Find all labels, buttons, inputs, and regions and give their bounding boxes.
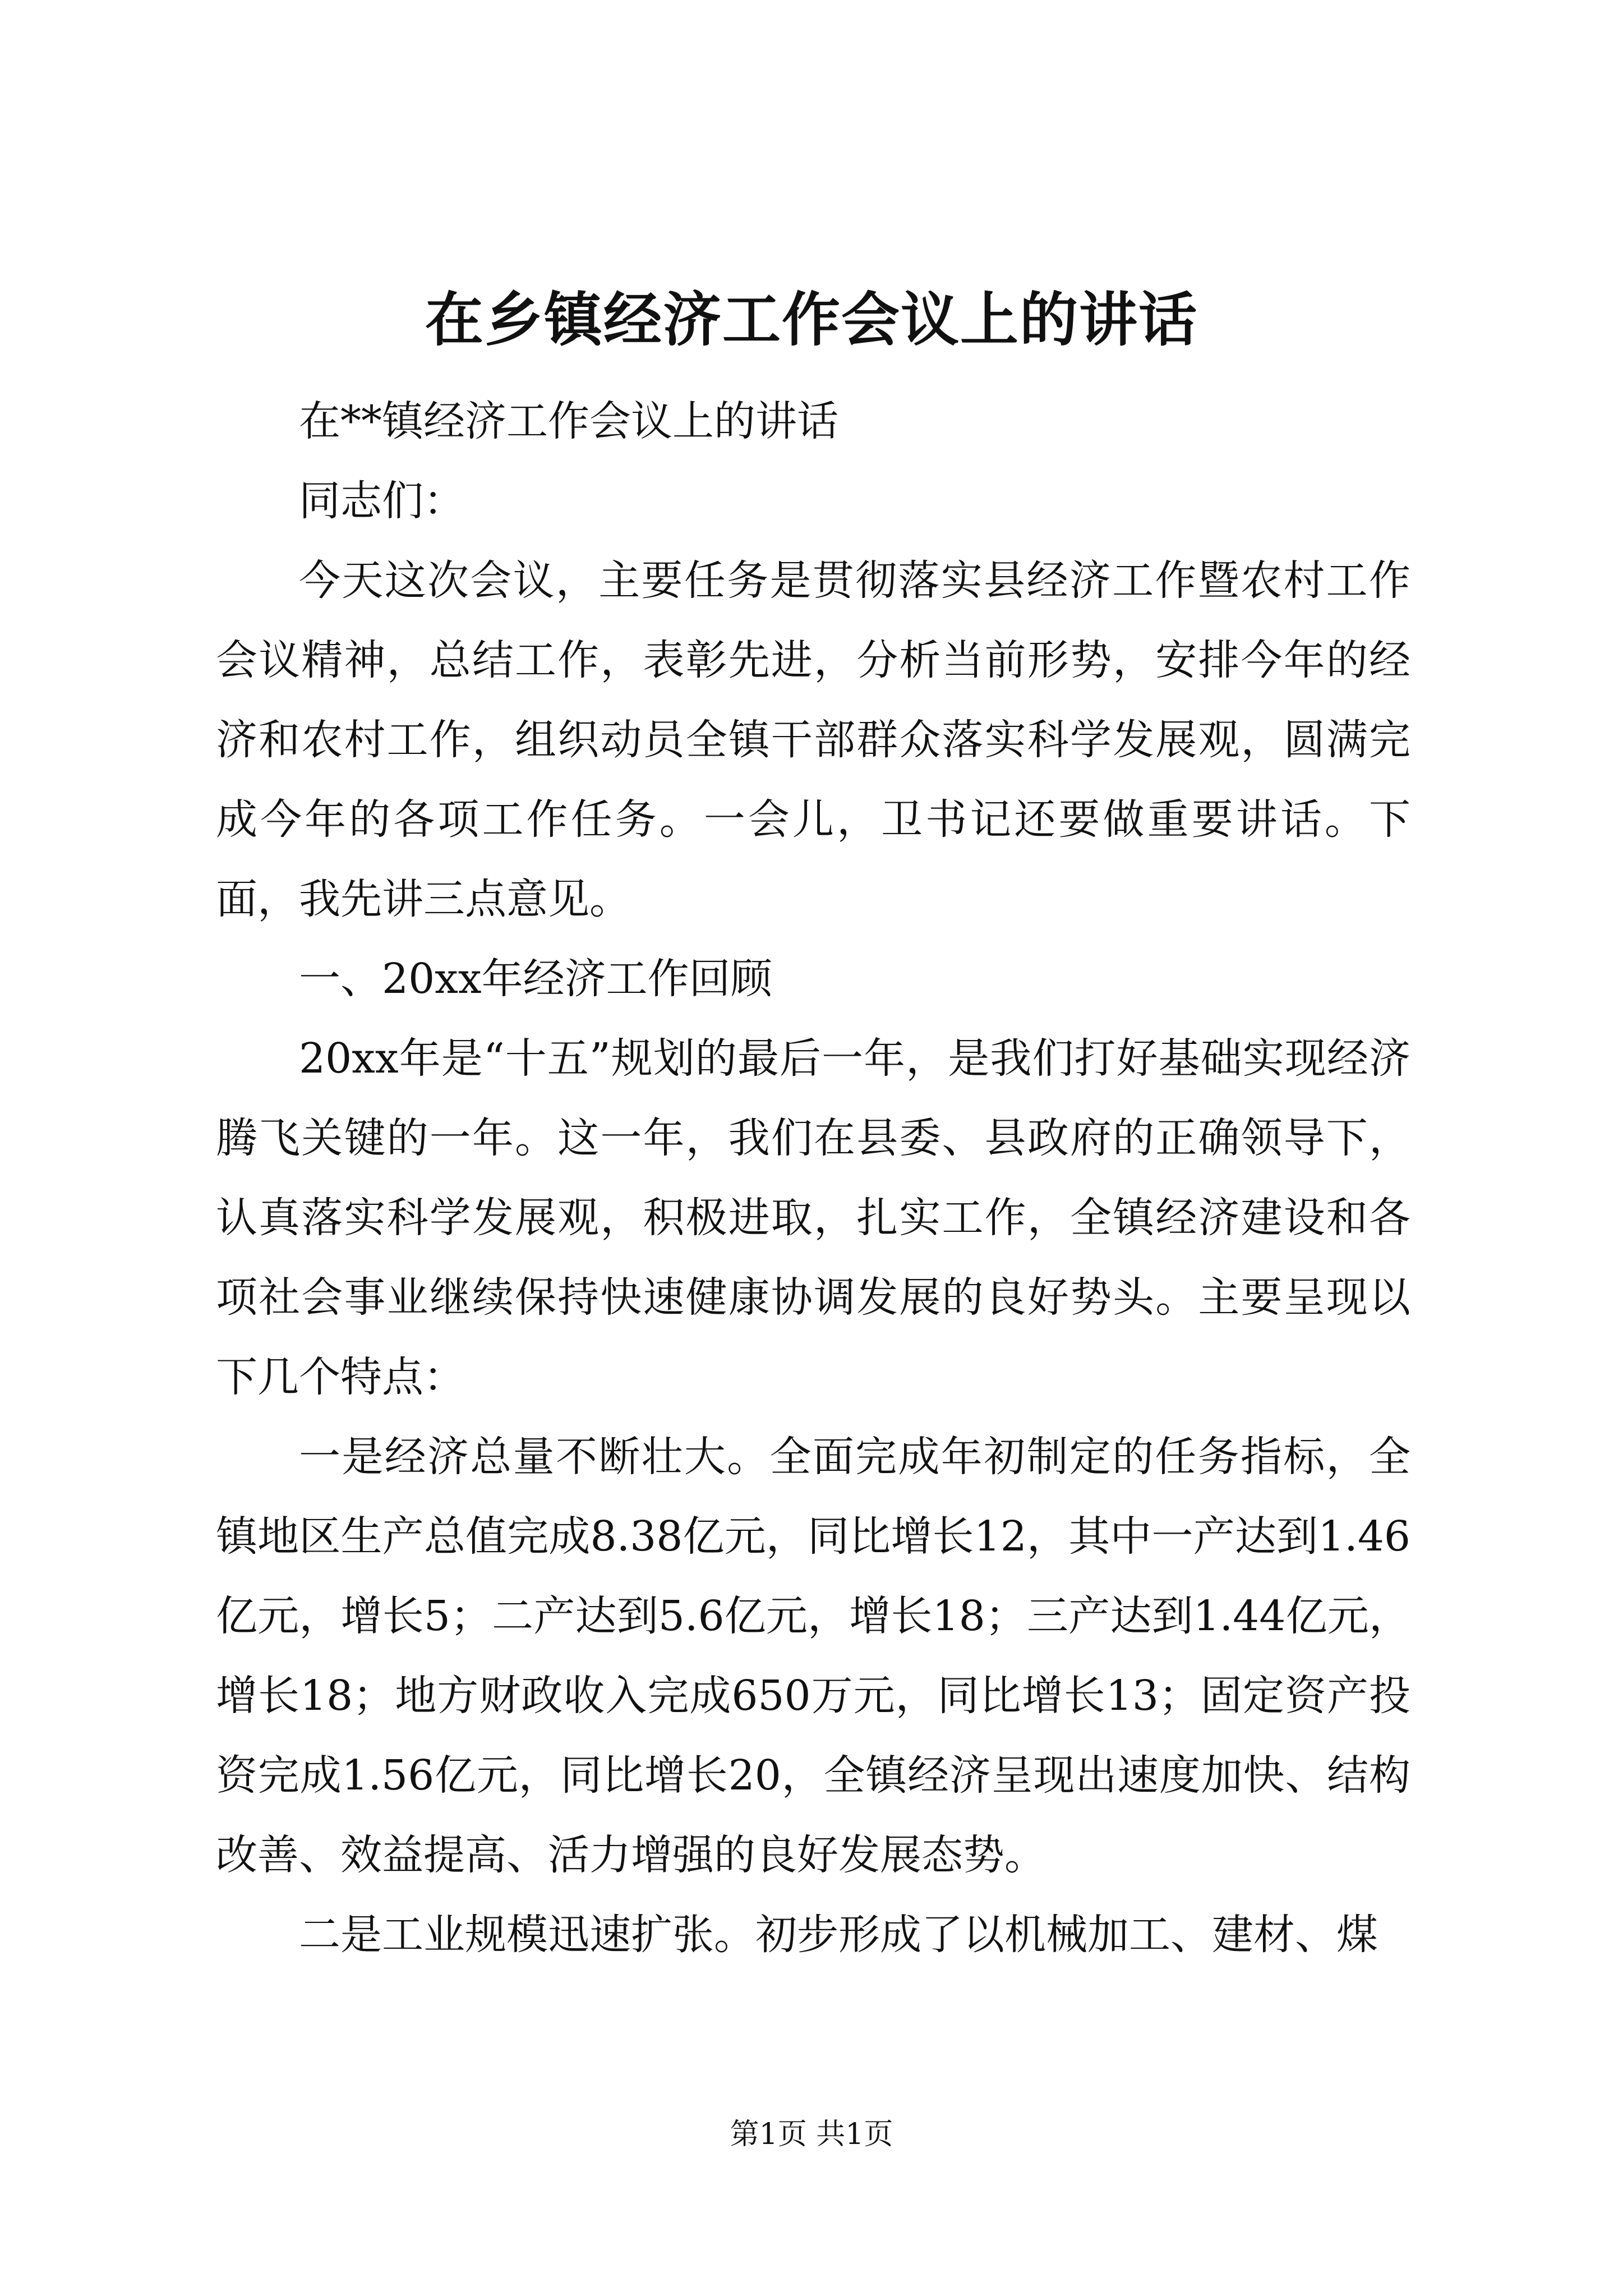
document-title: 在乡镇经济工作会议上的讲话: [425, 285, 1198, 354]
page-footer: 第1页 共1页: [730, 2118, 893, 2151]
paragraph-point-two: 二是工业规模迅速扩张。初步形成了以机械加工、建材、煤: [299, 1911, 1378, 1959]
paragraph-review: 20xx年是“十五”规划的最后一年，是我们打好基础实现经济腾飞关键的一年。这一年，我们在县委、县政府的正确领导下，认真落实科学发展观，积极进取，扎实工作，全镇经济建设和各项社会事业继续保持快速健康协调发展的良好势头。主要呈现以下几个特点：: [216, 1034, 1410, 1401]
salutation: 同志们：: [299, 477, 465, 525]
section-heading: 一、20xx年经济工作回顾: [299, 955, 772, 1003]
subtitle-line: 在**镇经济工作会议上的讲话: [299, 397, 838, 445]
paragraph-intro: 今天这次会议，主要任务是贯彻落实县经济工作暨农村工作会议精神，总结工作，表彰先进，分析当前形势，安排今年的经济和农村工作，组织动员全镇干部群众落实科学发展观，圆满完成今年的各项工作任务。一会儿，卫书记还要做重要讲话。下面，我先讲三点意见。: [216, 556, 1410, 923]
document-body: [216, 381, 1410, 1975]
paragraph-point-one: 一是经济总量不断壮大。全面完成年初制定的任务指标，全镇地区生产总值完成8.38亿元，同比增长12，其中一产达到1.46亿元，增长5；二产达到5.6亿元，增长18；三产达到1.44亿元，增长18；地方财政收入完成650万元，同比增长13；固定资产投资完成1.56亿元，同比增长20，全镇经济呈现出速度加快、结构改善、效益提高、活力增强的良好发展态势。: [216, 1433, 1410, 1879]
